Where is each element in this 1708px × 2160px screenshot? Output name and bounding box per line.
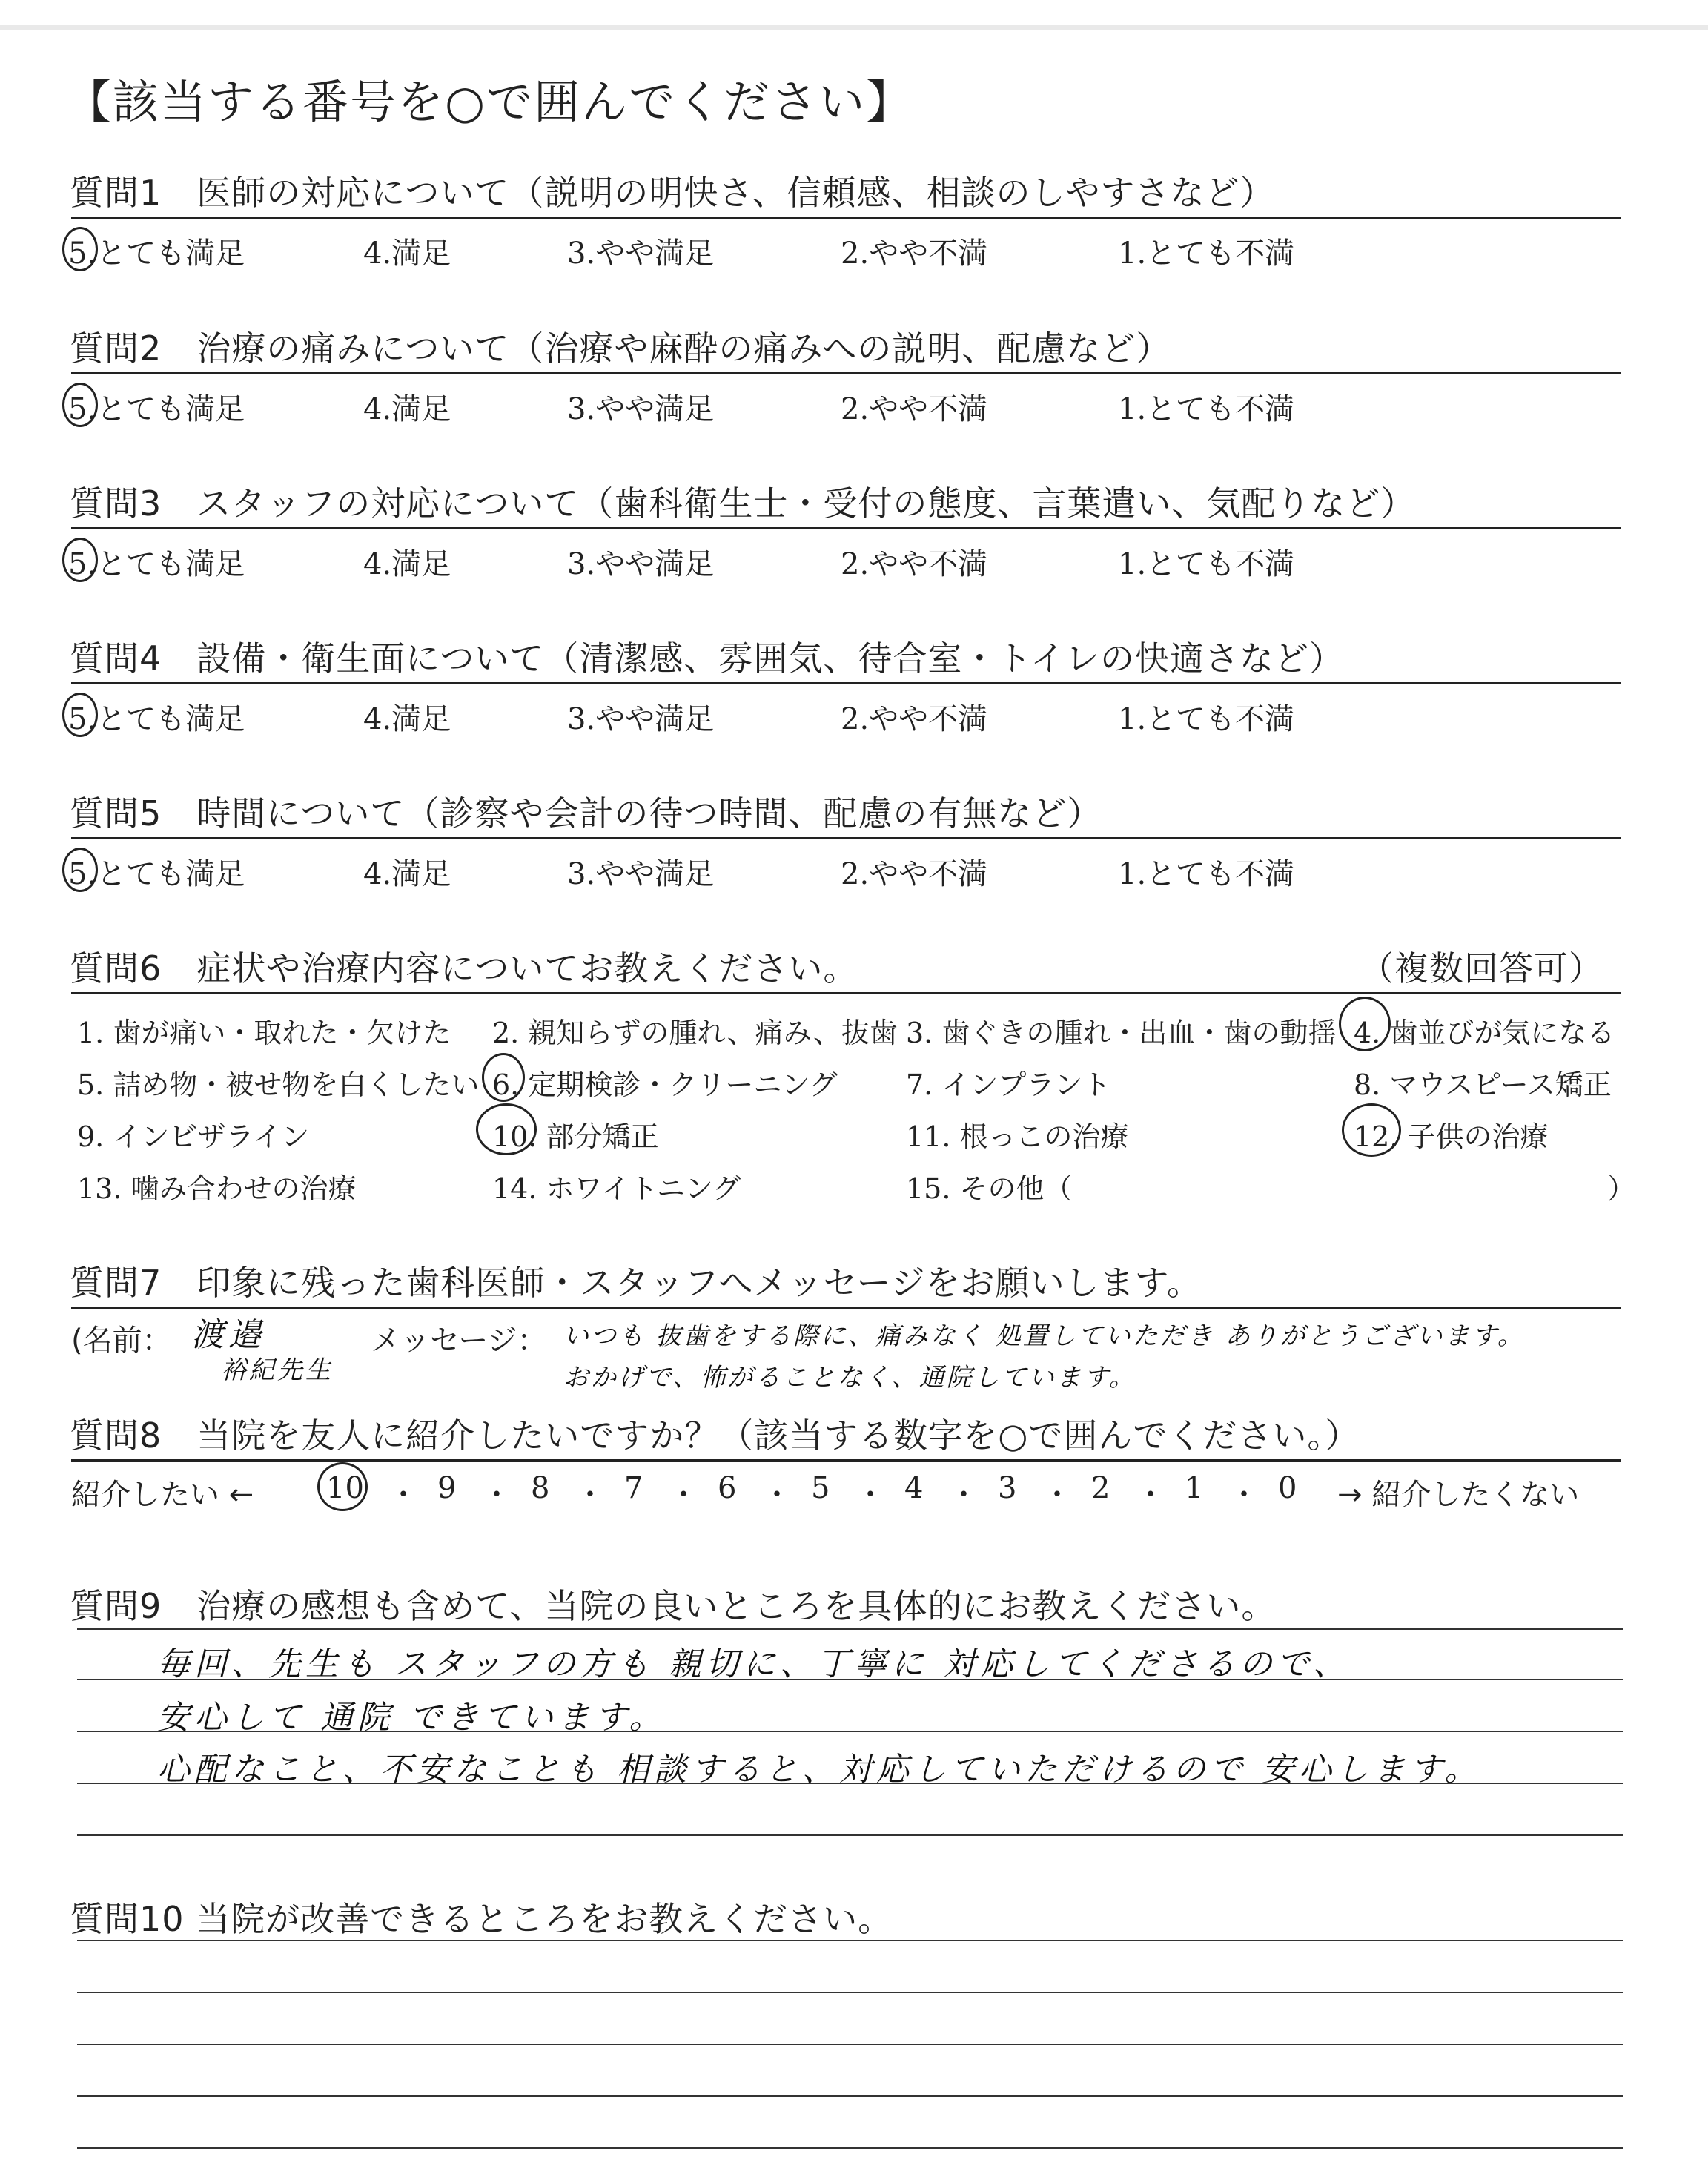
question-10-title: 質問10 当院が改善できるところをお教えください。 — [70, 1899, 893, 1939]
q6-item-7[interactable]: 7. インプラント — [906, 1069, 1111, 1101]
q3-option-4[interactable]: 4.満足 — [363, 547, 451, 581]
question-8-rule — [71, 1459, 1621, 1462]
form-header: 【該当する番号を○で囲んでください】 — [65, 75, 914, 129]
question-1-title: 質問1 医師の対応について（説明の明快さ、信頼感、相談のしやすさなど） — [70, 173, 1275, 213]
q5-option-5[interactable]: 5.とても満足 — [68, 857, 245, 891]
q1-option-4[interactable]: 4.満足 — [363, 237, 451, 271]
q1-selected-circle — [62, 227, 98, 271]
q4-option-1[interactable]: 1.とても不満 — [1118, 702, 1295, 736]
q8-scale-2[interactable]: 2 — [1091, 1471, 1110, 1505]
question-6-title: 質問6 症状や治療内容についてお教えください。 — [70, 948, 858, 988]
q8-right-label: → 紹介したくない — [1337, 1478, 1580, 1512]
q5-option-2[interactable]: 2.やや不満 — [841, 857, 988, 891]
q6-item-12[interactable]: 12. 子供の治療 — [1354, 1120, 1549, 1153]
q8-dot: ・ — [388, 1478, 418, 1512]
question-5-title: 質問5 時間について（診察や会計の待つ時間、配慮の有無など） — [70, 793, 1102, 833]
q5-option-1[interactable]: 1.とても不満 — [1118, 857, 1295, 891]
q3-option-3[interactable]: 3.やや満足 — [567, 547, 715, 581]
q3-selected-circle — [62, 538, 98, 582]
q8-dot: ・ — [1229, 1478, 1259, 1512]
q6-item-9[interactable]: 9. インビザライン — [77, 1120, 310, 1153]
q6-item-3[interactable]: 3. 歯ぐきの腫れ・出血・歯の動揺 — [906, 1017, 1337, 1049]
q10-writing-line — [77, 1940, 1623, 1941]
q1-option-1[interactable]: 1.とても不満 — [1118, 237, 1295, 271]
q6-item-1[interactable]: 1. 歯が痛い・取れた・欠けた — [77, 1017, 451, 1049]
q8-scale-9[interactable]: 9 — [437, 1471, 457, 1505]
q6-item-12-circle — [1342, 1103, 1401, 1157]
q9-writing-line — [77, 1628, 1623, 1630]
q6-item-6[interactable]: 6. 定期検診・クリーニング — [492, 1069, 838, 1101]
q6-item-2[interactable]: 2. 親知らずの腫れ、痛み、抜歯 — [492, 1017, 898, 1049]
q9-answer-line-2: 安心して 通院 できています。 — [157, 1699, 666, 1737]
question-3-title: 質問3 スタッフの対応について（歯科衛生士・受付の態度、言葉遣い、気配りなど） — [70, 483, 1416, 524]
q10-writing-line — [77, 2147, 1623, 2149]
q6-item-4[interactable]: 4. 歯並びが気になる — [1354, 1017, 1615, 1049]
q3-option-5[interactable]: 5.とても満足 — [68, 547, 245, 581]
q1-option-5[interactable]: 5.とても満足 — [68, 237, 245, 271]
q8-scale-5[interactable]: 5 — [811, 1471, 830, 1505]
q4-option-2[interactable]: 2.やや不満 — [841, 702, 988, 736]
q8-scale-8[interactable]: 8 — [531, 1471, 550, 1505]
question-6-rule — [71, 992, 1621, 994]
q3-option-2[interactable]: 2.やや不満 — [841, 547, 988, 581]
q8-dot: ・ — [855, 1478, 885, 1512]
question-6-note: （複数回答可） — [1360, 948, 1603, 988]
q8-dot: ・ — [1136, 1478, 1165, 1512]
top-edge-band — [0, 0, 1708, 30]
q6-item-6-circle — [482, 1053, 525, 1102]
q6-item-14[interactable]: 14. ホワイトニング — [492, 1172, 741, 1205]
q8-dot: ・ — [1042, 1478, 1072, 1512]
q8-scale-1[interactable]: 1 — [1185, 1471, 1204, 1505]
question-8-title: 質問8 当院を友人に紹介したいですか？（該当する数字を○で囲んでください。） — [70, 1416, 1360, 1456]
q6-item-15[interactable]: 15. その他（ — [906, 1172, 1073, 1205]
q6-item-8[interactable]: 8. マウスピース矯正 — [1354, 1069, 1612, 1101]
q7-name-handwritten: 渡邉 — [191, 1316, 265, 1354]
q8-left-label: 紹介したい ← — [71, 1478, 254, 1512]
q7-message-label: メッセージ： — [371, 1324, 547, 1358]
q10-writing-line — [77, 2044, 1623, 2045]
q5-selected-circle — [62, 848, 98, 892]
q8-scale-0[interactable]: 0 — [1278, 1471, 1297, 1505]
q5-option-3[interactable]: 3.やや満足 — [567, 857, 715, 891]
q2-option-1[interactable]: 1.とても不満 — [1118, 392, 1295, 426]
q1-option-3[interactable]: 3.やや満足 — [567, 237, 715, 271]
question-7-rule — [71, 1307, 1621, 1309]
q4-option-5[interactable]: 5.とても満足 — [68, 702, 245, 736]
question-3-rule — [71, 527, 1621, 529]
q8-scale-4[interactable]: 4 — [904, 1471, 924, 1505]
q4-option-4[interactable]: 4.満足 — [363, 702, 451, 736]
q8-dot: ・ — [762, 1478, 792, 1512]
q9-answer-line-1: 毎回、先生も スタッフの方も 親切に、丁寧に 対応してくださるので、 — [157, 1645, 1351, 1683]
q6-item-10[interactable]: 10. 部分矯正 — [492, 1120, 659, 1153]
q6-item-13[interactable]: 13. 噛み合わせの治療 — [77, 1172, 357, 1205]
q8-dot: ・ — [949, 1478, 979, 1512]
q9-writing-line — [77, 1834, 1623, 1836]
q1-option-2[interactable]: 2.やや不満 — [841, 237, 988, 271]
question-4-rule — [71, 682, 1621, 684]
q4-selected-circle — [62, 693, 98, 737]
q7-message-line-2: おかげで、怖がることなく、通院しています。 — [563, 1363, 1136, 1393]
q8-scale-6[interactable]: 6 — [718, 1471, 737, 1505]
q2-option-5[interactable]: 5.とても満足 — [68, 392, 245, 426]
question-4-title: 質問4 設備・衛生面について（清潔感、雰囲気、待合室・トイレの快適さなど） — [70, 638, 1345, 678]
q6-item-15-close: ） — [1607, 1172, 1636, 1205]
question-7-title: 質問7 印象に残った歯科医師・スタッフへメッセージをお願いします。 — [70, 1263, 1202, 1303]
q7-name-label: (名前： — [71, 1324, 172, 1358]
q2-selected-circle — [62, 383, 98, 427]
q9-answer-line-3: 心配なこと、不安なことも 相談すると、対応していただけるので 安心します。 — [157, 1751, 1482, 1789]
question-5-rule — [71, 837, 1621, 839]
q8-scale-3[interactable]: 3 — [998, 1471, 1017, 1505]
q2-option-4[interactable]: 4.満足 — [363, 392, 451, 426]
q8-scale-10[interactable]: 10 — [326, 1471, 364, 1505]
q3-option-1[interactable]: 1.とても不満 — [1118, 547, 1295, 581]
question-1-rule — [71, 217, 1621, 219]
question-2-rule — [71, 372, 1621, 374]
q7-name-handwritten-2: 裕紀先生 — [221, 1355, 334, 1385]
q8-dot: ・ — [669, 1478, 698, 1512]
question-2-title: 質問2 治療の痛みについて（治療や麻酔の痛みへの説明、配慮など） — [70, 328, 1171, 369]
q8-dot: ・ — [575, 1478, 605, 1512]
q6-item-5[interactable]: 5. 詰め物・被せ物を白くしたい — [77, 1069, 480, 1101]
q6-item-10-circle — [476, 1103, 537, 1155]
q7-message-line-1: いつも 抜歯をする際に、痛みなく 処置していただき ありがとうございます。 — [563, 1321, 1525, 1351]
question-9-title: 質問9 治療の感想も含めて、当院の良いところを具体的にお教えください。 — [70, 1586, 1277, 1626]
q6-item-4-circle — [1339, 997, 1391, 1051]
q2-option-3[interactable]: 3.やや満足 — [567, 392, 715, 426]
q6-item-11[interactable]: 11. 根っこの治療 — [906, 1120, 1129, 1153]
q8-dot: ・ — [482, 1478, 512, 1512]
q8-selected-circle — [317, 1462, 368, 1511]
q5-option-4[interactable]: 4.満足 — [363, 857, 451, 891]
q10-writing-line — [77, 1992, 1623, 1993]
q8-scale-7[interactable]: 7 — [624, 1471, 643, 1505]
q4-option-3[interactable]: 3.やや満足 — [567, 702, 715, 736]
q2-option-2[interactable]: 2.やや不満 — [841, 392, 988, 426]
q10-writing-line — [77, 2095, 1623, 2097]
